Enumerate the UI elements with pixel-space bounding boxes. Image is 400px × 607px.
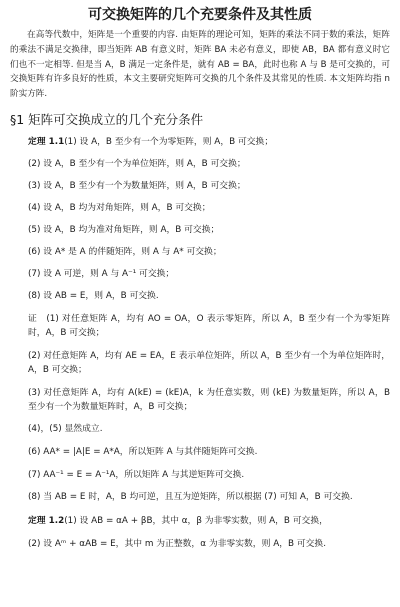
theorem-1-2-item-2: (2) 设 Aᵐ + αAB = E，其中 m 为正整数，α 为非零实数，则 A，B 可交换.: [28, 538, 327, 549]
intro-paragraph: 在高等代数中，矩阵是一个重要的内容. 由矩阵的理论可知，矩阵的乘法不同于数的乘法，矩阵的乘法不满足交换律，即当矩阵 AB 有意义时，矩阵 BA 未必有意义，即使 AB，BA 都有意义时它们也不一定相等. 但是当 A，B 满足一定条件是，就有 AB = BA，此时也称 A 与 B 是可交换的，可交换矩阵有许多良好的性质，本文主要研究矩阵可交换的几个条件及其常见的性质. 本文矩阵均指 n 阶实方阵.: [10, 30, 390, 100]
theorem-1-1-item-7: (7) 设 A 可逆，则 A 与 A⁻¹ 可交换；: [28, 268, 175, 279]
theorem-1-2-item-1: [10, 515, 390, 528]
document-title: 可交换矩阵的几个充要条件及其性质: [88, 7, 312, 23]
theorem-1-1-item-2: (2) 设 A，B 至少有一个为单位矩阵，则 A，B 可交换；: [28, 158, 246, 169]
proof-paragraph-4: (4)，(5) 显然成立.: [28, 423, 103, 434]
section-heading: §1 矩阵可交换成立的几个充分条件: [10, 111, 204, 127]
theorem-label: 定理 1.1: [28, 136, 65, 147]
theorem-1-1-item-5: (5) 设 A，B 均为准对角矩阵，则 A，B 可交换；: [28, 224, 220, 235]
theorem-1-1-item-3: (3) 设 A，B 至少有一个为数量矩阵，则 A，B 可交换；: [28, 180, 246, 191]
proof-paragraph-2: (2) 对任意矩阵 A，均有 AE = EA，E 表示单位矩阵，所以 A，B 至少有一个为单位矩阵时，A，B 可交换；: [28, 350, 390, 375]
theorem-item-text: (1) 设 A，B 至少有一个为零矩阵，则 A，B 可交换；: [64, 136, 274, 147]
theorem-1-1-item-6: (6) 设 A* 是 A 的伴随矩阵，则 A 与 A* 可交换；: [28, 246, 222, 257]
theorem-1-1-item-8: (8) 设 AB = E，则 A，B 可交换.: [28, 290, 159, 301]
proof-paragraph-3: (3) 对任意矩阵 A，均有 A(kE) = (kE)A，k 为任意实数，则 (kE) 为数量矩阵，所以 A，B 至少有一个为数量矩阵时，A，B 可交换；: [28, 387, 390, 412]
proof-paragraph-6: (6) AA* = |A|E = A*A，所以矩阵 A 与其伴随矩阵可交换.: [28, 446, 258, 457]
theorem-label: 定理 1.2: [28, 515, 65, 526]
theorem-1-1-item-1: [10, 136, 390, 149]
theorem-item-text: (1) 设 AB = αA + βB，其中 α，β 为非零实数，则 A，B 可交换，: [64, 515, 328, 526]
proof-paragraph-8: (8) 当 AB = E 时，A，B 均可逆，且互为逆矩阵，所以根据 (7) 可知 A，B 可交换.: [28, 491, 353, 502]
proof-paragraph-7: (7) AA⁻¹ = E = A⁻¹A，所以矩阵 A 与其逆矩阵可交换.: [28, 469, 245, 480]
theorem-1-1-item-4: (4) 设 A，B 均为对角矩阵，则 A，B 可交换；: [28, 202, 211, 213]
proof-paragraph-1: 证 (1) 对任意矩阵 A，均有 AO = OA，O 表示零矩阵，所以 A，B 至少有一个为零矩阵时，A，B 可交换；: [28, 313, 390, 338]
